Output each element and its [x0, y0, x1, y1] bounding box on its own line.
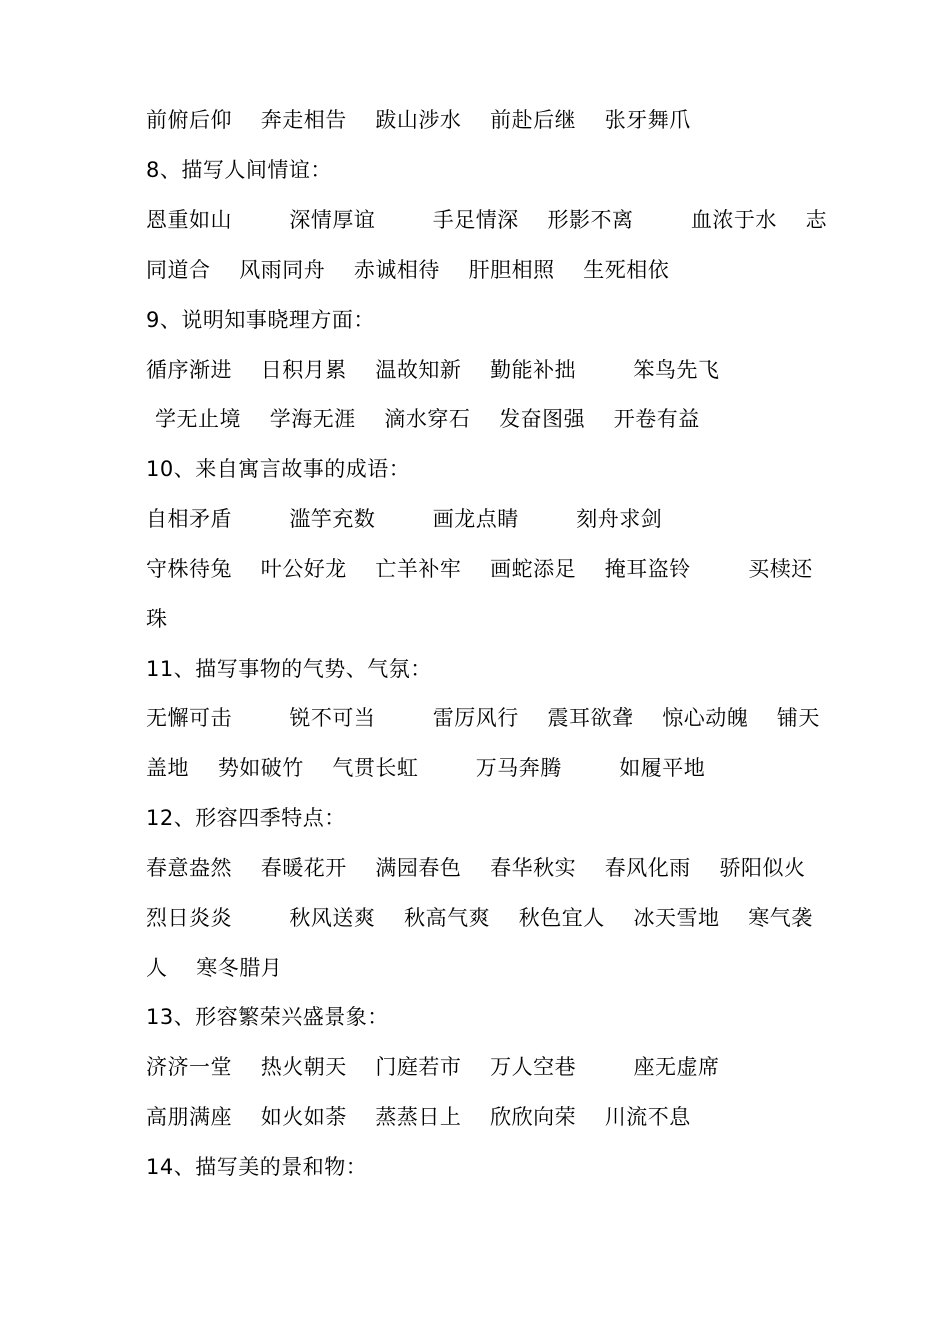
idiom-line: 烈日炎炎 秋风送爽 秋高气爽 秋色宜人 冰天雪地 寒气袭 [146, 906, 813, 930]
idiom-line: 春意盎然 春暖花开 满园春色 春华秋实 春风化雨 骄阳似火 [146, 856, 806, 880]
idiom-line: 自相矛盾 滥竽充数 画龙点睛 刻舟求剑 [146, 507, 663, 531]
idiom-line: 学无止境 学海无涯 滴水穿石 发奋图强 开卷有益 [155, 407, 700, 431]
section-heading: 12、形容四季特点： [146, 806, 346, 830]
idiom-line: 无懈可击 锐不可当 雷厉风行 震耳欲聋 惊心动魄 铺天 [146, 706, 820, 730]
idiom-line: 恩重如山 深情厚谊 手足情深 形影不离 血浓于水 志 [146, 208, 828, 232]
idiom-line: 盖地 势如破竹 气贯长虹 万马奔腾 如履平地 [146, 756, 706, 780]
section-heading: 13、形容繁荣兴盛景象： [146, 1005, 389, 1029]
idiom-line: 守株待兔 叶公好龙 亡羊补牢 画蛇添足 掩耳盗铃 买椟还 [146, 557, 813, 581]
idiom-line: 珠 [146, 607, 168, 631]
idiom-line: 人 寒冬腊月 [146, 956, 283, 980]
section-heading: 8、描写人间情谊： [146, 158, 332, 182]
idiom-line: 济济一堂 热火朝天 门庭若市 万人空巷 座无虚席 [146, 1055, 720, 1079]
idiom-line: 同道合 风雨同舟 赤诚相待 肝胆相照 生死相依 [146, 258, 670, 282]
section-heading: 9、说明知事晓理方面： [146, 308, 375, 332]
section-heading: 10、来自寓言故事的成语： [146, 457, 411, 481]
section-heading: 11、描写事物的气势、气氛： [146, 657, 432, 681]
idiom-line: 循序渐进 日积月累 温故知新 勤能补拙 笨鸟先飞 [146, 358, 720, 382]
idiom-line: 前俯后仰 奔走相告 跋山涉水 前赴后继 张牙舞爪 [146, 108, 691, 132]
section-heading: 14、描写美的景和物： [146, 1155, 368, 1179]
idiom-line: 高朋满座 如火如荼 蒸蒸日上 欣欣向荣 川流不息 [146, 1105, 691, 1129]
